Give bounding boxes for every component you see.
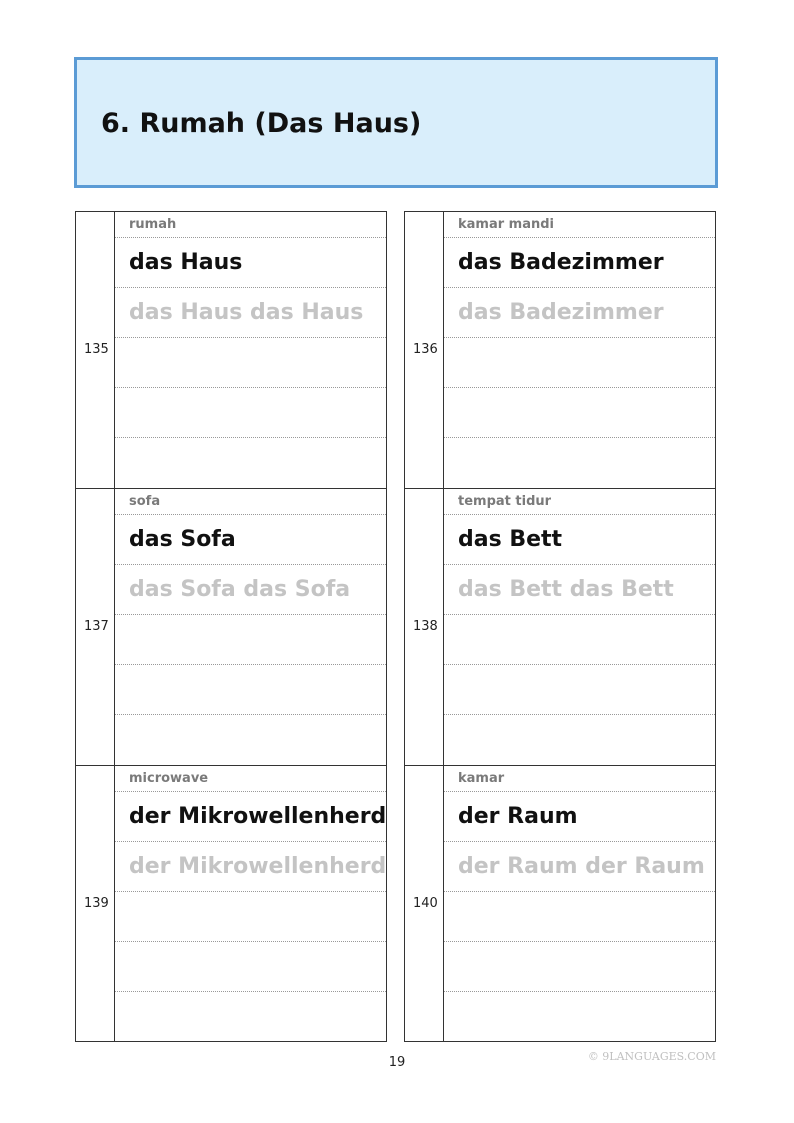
practice-line: [115, 715, 386, 766]
chapter-header: [74, 57, 718, 188]
german-word: das Bett: [458, 527, 563, 552]
practice-line: [444, 665, 715, 715]
practice-line: [444, 615, 715, 665]
practice-line: [115, 665, 386, 715]
word-row: [444, 792, 715, 842]
trace-row: [444, 288, 715, 338]
vocab-card: [75, 488, 387, 765]
translation-row: [444, 212, 715, 238]
practice-line: [444, 892, 715, 942]
practice-line: [115, 388, 386, 438]
entry-number: 140: [413, 896, 438, 911]
entry-number: 139: [84, 896, 109, 911]
translation-label: sofa: [129, 494, 161, 509]
number-column: [405, 489, 444, 765]
word-row: [444, 238, 715, 288]
translation-row: [115, 766, 386, 792]
practice-line: [444, 438, 715, 489]
entry-number: 138: [413, 619, 438, 634]
writing-area: [115, 489, 386, 765]
chapter-title: 6. Rumah (Das Haus): [101, 108, 422, 139]
vocabulary-grid: [75, 211, 717, 1042]
trace-word: der Raum der Raum: [458, 854, 705, 879]
entry-number: 137: [84, 619, 109, 634]
writing-area: [444, 489, 715, 765]
practice-line: [115, 892, 386, 942]
vocab-card: [404, 765, 716, 1042]
translation-label: microwave: [129, 771, 209, 786]
translation-row: [115, 489, 386, 515]
trace-row: [444, 565, 715, 615]
translation-row: [444, 489, 715, 515]
word-row: [115, 515, 386, 565]
practice-line: [444, 992, 715, 1043]
german-word: das Sofa: [129, 527, 236, 552]
practice-line: [115, 615, 386, 665]
german-word: der Mikrowellenherd: [129, 804, 387, 829]
number-column: [405, 212, 444, 488]
practice-line: [115, 992, 386, 1043]
trace-row: [115, 565, 386, 615]
word-row: [444, 515, 715, 565]
practice-line: [115, 942, 386, 992]
writing-area: [444, 766, 715, 1041]
writing-area: [115, 766, 386, 1041]
practice-line: [444, 338, 715, 388]
trace-word: das Sofa das Sofa: [129, 577, 351, 602]
page-number: 19: [388, 1055, 406, 1070]
word-row: [115, 792, 386, 842]
translation-label: tempat tidur: [458, 494, 552, 509]
trace-word: der Mikrowellenherd: [129, 854, 387, 879]
practice-line: [444, 388, 715, 438]
german-word: das Badezimmer: [458, 250, 664, 275]
practice-line: [444, 942, 715, 992]
word-row: [115, 238, 386, 288]
trace-row: [444, 842, 715, 892]
practice-line: [444, 715, 715, 766]
trace-word: das Haus das Haus: [129, 300, 364, 325]
number-column: [76, 212, 115, 488]
translation-label: rumah: [129, 217, 177, 232]
practice-line: [115, 438, 386, 489]
trace-row: [115, 288, 386, 338]
vocab-card: [75, 211, 387, 488]
trace-word: das Badezimmer: [458, 300, 664, 325]
trace-row: [115, 842, 386, 892]
number-column: [405, 766, 444, 1041]
entry-number: 135: [84, 342, 109, 357]
translation-row: [444, 766, 715, 792]
translation-row: [115, 212, 386, 238]
writing-area: [115, 212, 386, 488]
vocab-card: [75, 765, 387, 1042]
german-word: der Raum: [458, 804, 578, 829]
number-column: [76, 489, 115, 765]
german-word: das Haus: [129, 250, 243, 275]
translation-label: kamar mandi: [458, 217, 555, 232]
practice-line: [115, 338, 386, 388]
translation-label: kamar: [458, 771, 505, 786]
entry-number: 136: [413, 342, 438, 357]
copyright-notice: © 9LANGUAGES.COM: [587, 1050, 716, 1063]
vocab-card: [404, 488, 716, 765]
trace-word: das Bett das Bett: [458, 577, 674, 602]
number-column: [76, 766, 115, 1041]
writing-area: [444, 212, 715, 488]
vocab-card: [404, 211, 716, 488]
